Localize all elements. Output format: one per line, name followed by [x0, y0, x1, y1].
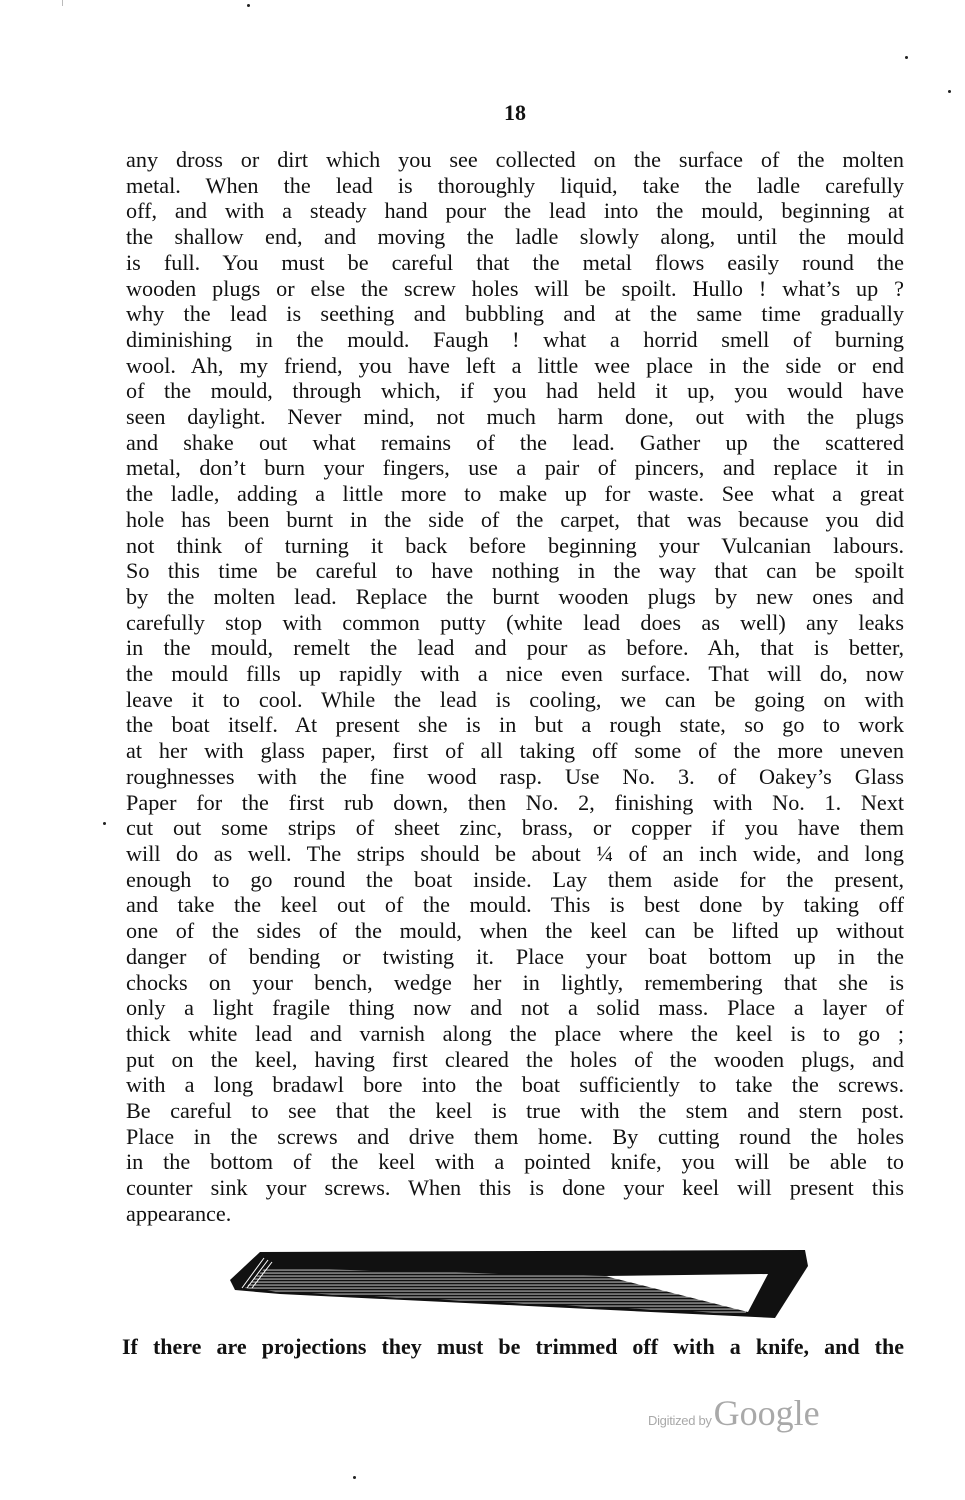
continuation-line: If there are projections they must be trimmed off with a knife, and the: [122, 1334, 904, 1359]
text-line: appearance.: [126, 1200, 232, 1226]
text-line: thick white lead and varnish along the place where the keel is to go ;: [126, 1020, 904, 1046]
scan-mark: [62, 0, 63, 6]
scan-speck: [905, 56, 908, 59]
text-line: not think of turning it back before beginning your Vulcanian labours.: [126, 532, 904, 558]
scan-speck: [948, 90, 951, 93]
text-line: in the mould, remelt the lead and pour as before. Ah, that is better,: [126, 635, 904, 661]
text-line: Paper for the first rub down, then No. 2, finishing with No. 1. Next: [126, 789, 904, 815]
watermark-prefix: Digitized by: [648, 1413, 712, 1428]
text-line: at her with glass paper, first of all taking off some of the more uneven: [126, 738, 904, 764]
text-line: hole has been burnt in the side of the carpet, that was because you did: [126, 506, 904, 532]
body-paragraph: [126, 147, 904, 1227]
text-line: Place in the screws and drive them home. By cutting round the holes: [126, 1123, 904, 1149]
text-line: and take the keel out of the mould. This is best done by taking off: [126, 892, 904, 918]
text-line: Be careful to see that the keel is true with the stem and stern post.: [126, 1098, 904, 1124]
text-line: only a light fragile thing now and not a solid mass. Place a layer of: [126, 995, 904, 1021]
text-line: the ladle, adding a little more to make up for waste. See what a great: [126, 481, 904, 507]
text-line: roughnesses with the fine wood rasp. Use No. 3. of Oakey’s Glass: [126, 763, 904, 789]
text-line: cut out some strips of sheet zinc, brass, or copper if you have them: [126, 815, 904, 841]
scan-speck: [103, 822, 106, 825]
google-digitized-watermark: [648, 1392, 820, 1434]
text-line: carefully stop with common putty (white lead does as well) any leaks: [126, 609, 904, 635]
text-line: danger of bending or twisting it. Place your boat bottom up in the: [126, 943, 904, 969]
text-line: leave it to cool. While the lead is cooling, we can be going on with: [126, 686, 904, 712]
text-line: any dross or dirt which you see collected on the surface of the molten: [126, 147, 904, 172]
text-line: with a long bradawl bore into the boat sufficiently to take the screws.: [126, 1072, 904, 1098]
text-line: So this time be careful to have nothing in the way that can be spoilt: [126, 558, 904, 584]
text-line: the mould fills up rapidly with a nice even surface. That will do, now: [126, 661, 904, 687]
text-line: metal. When the lead is thoroughly liquid, take the ladle carefully: [126, 172, 904, 198]
text-line: of the mould, through which, if you had held it up, you would have: [126, 378, 904, 404]
text-line: is full. You must be careful that the metal flows easily round the: [126, 249, 904, 275]
keel-illustration: [220, 1244, 810, 1324]
text-line: by the molten lead. Replace the burnt wooden plugs by new ones and: [126, 583, 904, 609]
page-number: 18: [504, 100, 526, 125]
scan-speck: [353, 1476, 356, 1479]
scan-speck: [247, 4, 250, 7]
text-line: metal, don’t burn your fingers, use a pair of pincers, and replace it in: [126, 455, 904, 481]
text-line: why the lead is seething and bubbling and at the same time gradually: [126, 301, 904, 327]
google-logo-text: Google: [713, 1393, 820, 1433]
text-line: put on the keel, having first cleared the holes of the wooden plugs, and: [126, 1046, 904, 1072]
text-line: and shake out what remains of the lead. Gather up the scattered: [126, 429, 904, 455]
text-line: will do as well. The strips should be about ¼ of an inch wide, and long: [126, 840, 904, 866]
text-line: diminishing in the mould. Faugh ! what a horrid smell of burning: [126, 326, 904, 352]
text-line: counter sink your screws. When this is done your keel will present this: [126, 1175, 904, 1201]
text-line: the boat itself. At present she is in but a rough state, so go to work: [126, 712, 904, 738]
text-line: wooden plugs or else the screw holes will be spoilt. Hullo ! what’s up ?: [126, 275, 904, 301]
text-line: off, and with a steady hand pour the lead into the mould, beginning at: [126, 198, 904, 224]
text-line: the shallow end, and moving the ladle slowly along, until the mould: [126, 224, 904, 250]
text-line: enough to go round the boat inside. Lay them aside for the present,: [126, 866, 904, 892]
text-line: one of the sides of the mould, when the keel can be lifted up without: [126, 918, 904, 944]
text-line: seen daylight. Never mind, not much harm done, out with the plugs: [126, 404, 904, 430]
text-line: in the bottom of the keel with a pointed knife, you will be able to: [126, 1149, 904, 1175]
text-line: chocks on your bench, wedge her in lightly, remembering that she is: [126, 969, 904, 995]
text-line: wool. Ah, my friend, you have left a little wee place in the side or end: [126, 352, 904, 378]
